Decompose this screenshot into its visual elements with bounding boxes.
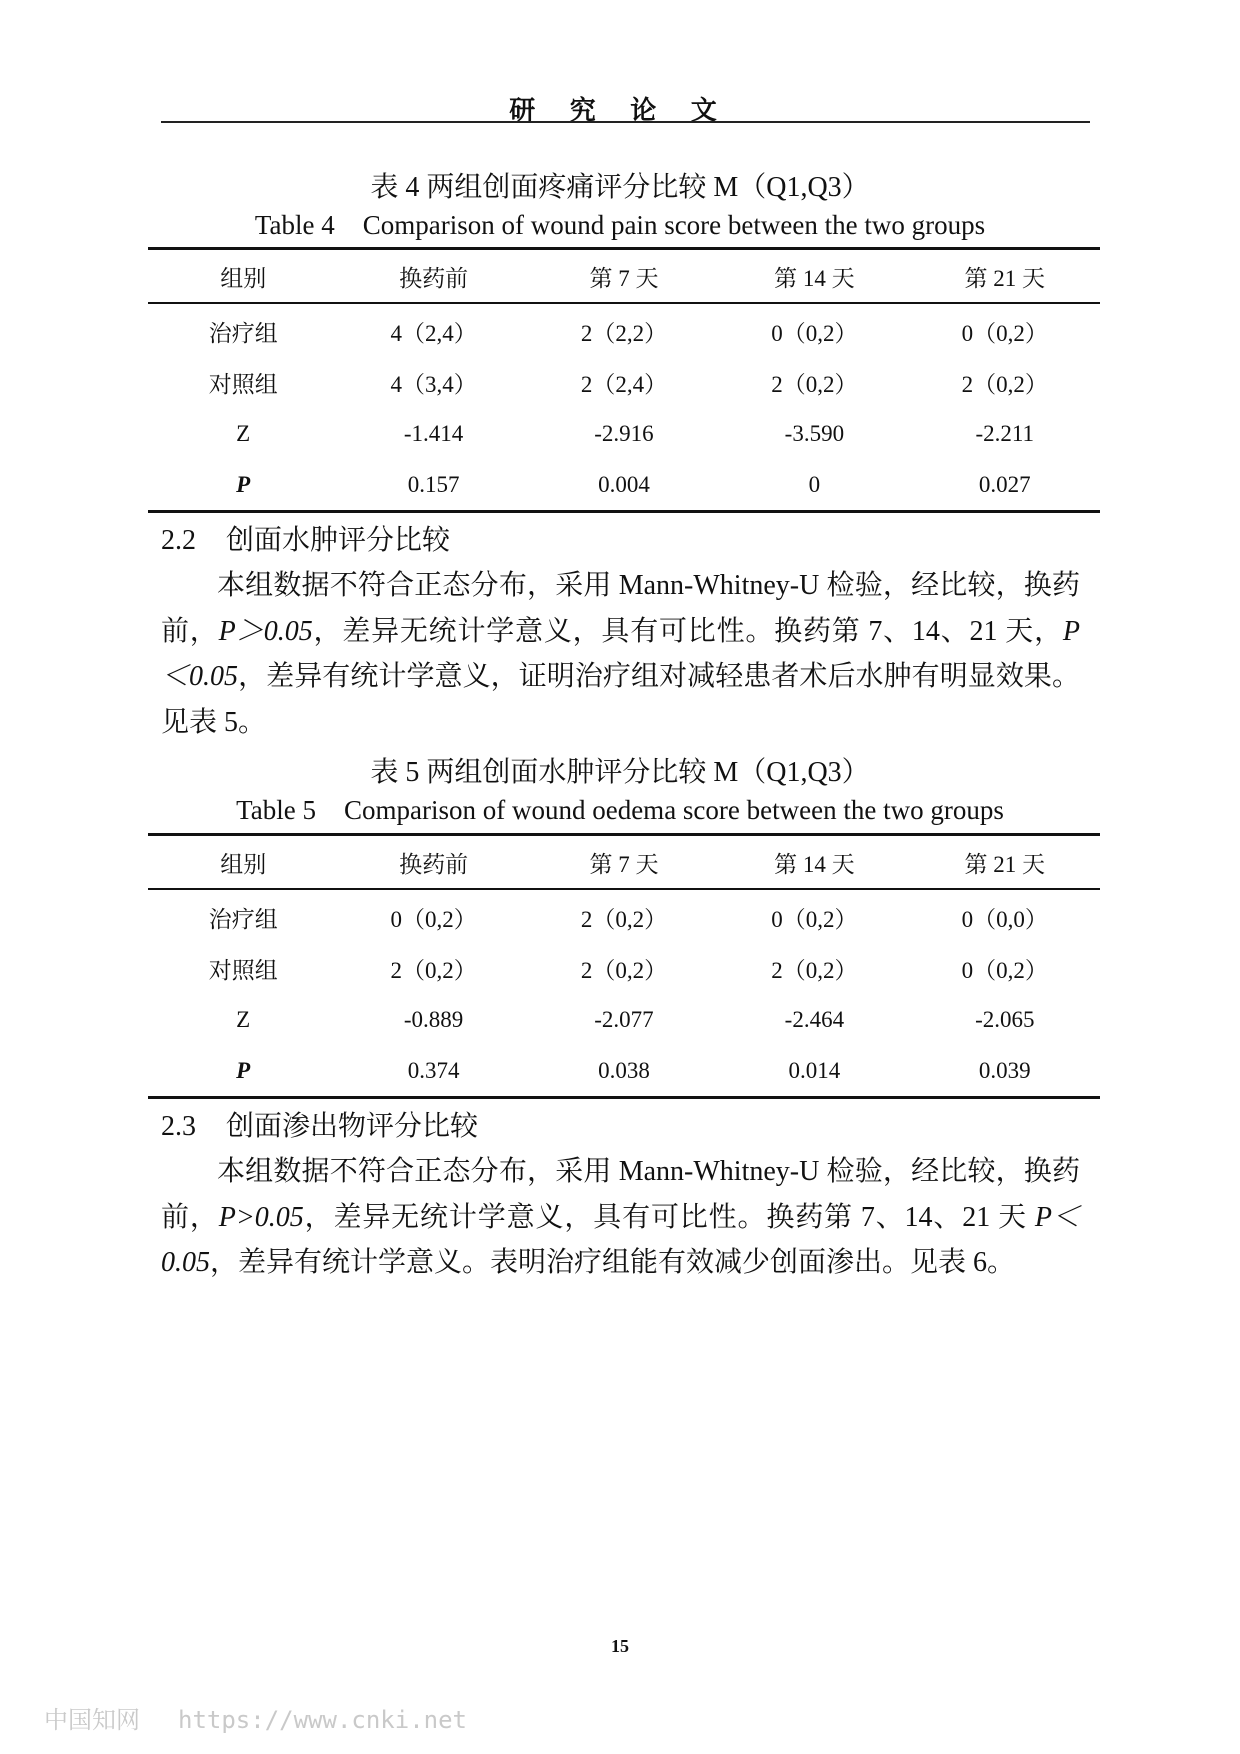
section-title: 创面水肿评分比较 (226, 525, 451, 556)
table4-row-label: 对照组 (208, 372, 278, 397)
table5-col-before: 换药前 (338, 835, 528, 890)
table-row (148, 994, 1100, 1045)
table5-col-day21: 第 21 天 (910, 835, 1100, 890)
cnki-watermark (44, 1700, 467, 1735)
table-cell: -2.464 (784, 1006, 845, 1032)
table-cell: 0（0,2） (771, 321, 858, 346)
page-number: 15 (611, 1636, 629, 1656)
table-cell: 2（2,4） (580, 372, 668, 397)
table-row (148, 943, 1100, 994)
paragraph-text: ，差异无统计学意义，具有可比性。换药第 7、14、21 天， (312, 615, 1063, 647)
p-value-text: P＜0.05 (161, 615, 1080, 692)
table5-row-label: P (148, 1045, 338, 1098)
table-row (148, 459, 1100, 512)
table-row (148, 889, 1100, 943)
table4-col-group: 组别 (148, 249, 338, 304)
table4-header-row (148, 249, 1100, 304)
table-cell: 0.004 (529, 459, 719, 512)
table-row (148, 303, 1100, 357)
table4-col-day7: 第 7 天 (529, 249, 719, 304)
watermark-url: https://www.cnki.net (178, 1706, 467, 1734)
paragraph-text: ，差异有统计学意义。表明治疗组能有效减少创面渗出。见表 6。 (210, 1247, 1016, 1278)
table5-caption-cn: 表 5 两组创面水肿评分比较 M（Q1,Q3） (370, 757, 870, 788)
table-cell: 2（0,2） (961, 372, 1048, 397)
table5-col-day14: 第 14 天 (719, 835, 909, 890)
table4-row-label: 治疗组 (208, 321, 278, 346)
table5-caption-en (0, 795, 1240, 826)
table4-row-label: P (148, 459, 338, 512)
table-cell: 4（2,4） (390, 321, 477, 346)
table-cell: -2.065 (975, 1006, 1035, 1032)
table-cell: 0（0,2） (771, 907, 858, 932)
table-cell: -2.211 (975, 420, 1035, 446)
section-2-2-paragraph (161, 563, 1080, 745)
paragraph-text: 本组数据不符合正态分布，采用 Mann-Whitney-U 检验，经比较，换药前， (161, 570, 1080, 647)
table4-caption-en-text: Comparison of wound pain score between the two groups (362, 210, 986, 240)
section-number: 2.2 (161, 525, 196, 556)
table4-col-day21: 第 21 天 (910, 249, 1100, 304)
journal-section-title: 研 究 论 文 (509, 96, 731, 125)
table-cell: -2.077 (594, 1006, 654, 1032)
table-cell: 4（3,4） (390, 372, 477, 397)
table-cell: 0.038 (529, 1045, 719, 1098)
table4-caption-en-number: Table 4 (254, 210, 335, 240)
table-cell: 0（0,2） (390, 907, 477, 932)
section-2-3-paragraph (161, 1149, 1080, 1286)
table-cell: 0（0,2） (961, 321, 1048, 346)
table-row (148, 408, 1100, 459)
table-cell: 0 (719, 459, 909, 512)
table-cell: 2（0,2） (771, 958, 858, 983)
table4-caption-cn: 表 4 两组创面疼痛评分比较 M（Q1,Q3） (370, 172, 870, 203)
section-title: 创面渗出物评分比较 (226, 1111, 479, 1142)
table-cell: 0.027 (910, 459, 1100, 512)
section-2-2-heading (161, 518, 450, 558)
header-rule (161, 121, 1090, 123)
table4-caption-en (0, 210, 1240, 241)
table5-header-row (148, 835, 1100, 890)
table-row (148, 1045, 1100, 1098)
table-cell: 0.014 (719, 1045, 909, 1098)
table-cell: -0.889 (403, 1006, 464, 1032)
table5-col-group: 组别 (148, 835, 338, 890)
table-cell: -3.590 (784, 420, 845, 446)
watermark-cnki-name: 中国知网 (44, 1706, 140, 1734)
table-cell: 2（0,2） (580, 958, 668, 983)
table-cell: 0（0,0） (961, 907, 1048, 932)
table-cell: 0（0,2） (961, 958, 1048, 983)
paragraph-text: 本组数据不符合正态分布，采用 Mann-Whitney-U 检验，经比较，换药前， (161, 1156, 1080, 1233)
table4 (148, 247, 1100, 513)
table5-row-label: Z (236, 1006, 251, 1032)
section-number: 2.3 (161, 1111, 196, 1142)
table-cell: 0.374 (338, 1045, 528, 1098)
table5-row-label: 对照组 (208, 958, 278, 983)
section-2-3-heading (161, 1104, 478, 1144)
table5-row-label: 治疗组 (208, 907, 278, 932)
table5-col-day7: 第 7 天 (529, 835, 719, 890)
p-value-text: P>0.05 (218, 1201, 304, 1233)
table-cell: 2（0,2） (771, 372, 858, 397)
paragraph-text: ，差异有统计学意义，证明治疗组对减轻患者术后水肿有明显效果。见表 5。 (161, 661, 1080, 738)
p-value-text: P＜0.05 (161, 1201, 1080, 1278)
p-value-text: P＞0.05 (218, 615, 313, 647)
table-cell: -2.916 (594, 420, 654, 446)
table-cell: -1.414 (403, 420, 464, 446)
table-cell: 2（0,2） (580, 907, 668, 932)
paragraph-text: ，差异无统计学意义，具有可比性。换药第 7、14、21 天 (303, 1201, 1035, 1233)
table-cell: 2（0,2） (390, 958, 477, 983)
table-cell: 0.039 (910, 1045, 1100, 1098)
table5-caption-en-number: Table 5 (236, 795, 316, 825)
table-cell: 0.157 (338, 459, 528, 512)
table-row (148, 357, 1100, 408)
table-cell: 2（2,2） (580, 321, 668, 346)
table4-col-day14: 第 14 天 (719, 249, 909, 304)
table5-caption-en-text: Comparison of wound oedema score between the two groups (343, 795, 1004, 825)
table5 (148, 833, 1100, 1099)
table4-col-before: 换药前 (338, 249, 528, 304)
table4-row-label: Z (236, 420, 251, 446)
